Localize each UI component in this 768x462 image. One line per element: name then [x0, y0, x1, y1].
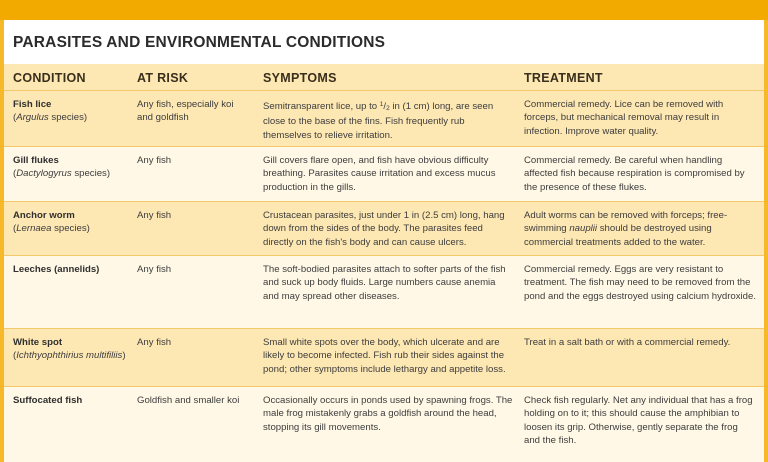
symptoms-cell: The soft-bodied parasites attach to softer parts of the fish and suck up body fluids. Large numbers cause anemia and may spread other diseases.	[263, 264, 506, 302]
column-header-condition: CONDITION	[13, 71, 86, 85]
at-risk-cell: Goldfish and smaller koi	[137, 395, 240, 406]
at-risk-cell: Any fish	[137, 155, 172, 166]
table-panel	[4, 20, 764, 461]
symptoms-cell: Gill covers flare open, and fish have obvious difficulty breathing. Parasites cause irritation and excess mucus production in the gills.	[263, 155, 496, 193]
treatment-cell: Treat in a salt bath or with a commercial remedy.	[524, 337, 731, 348]
condition-name: Suffocated fish	[13, 395, 83, 406]
symptoms-cell: Small white spots over the body, which ulcerate and are likely to become infected. Fish rub their sides against the pond; other symptoms include lethargy and appetite loss.	[263, 337, 506, 375]
symptoms-cell: Crustacean parasites, just under 1 in (2.5 cm) long, hang down from the sides of the body. The parasites feed directly on the fish's body and can cause ulcers.	[263, 210, 505, 248]
treatment-cell: Commercial remedy. Eggs are very resistant to treatment. The fish may need to be removed from the pond and the eggs destroyed using calcium hydroxide.	[524, 264, 756, 302]
treatment-cell: Commercial remedy. Lice can be removed with forceps, but mechanical removal may result in infection. Improve water quality.	[524, 99, 724, 137]
condition-name: Anchor worm	[13, 210, 75, 221]
at-risk-cell: Any fish, especially koi and goldfish	[137, 99, 234, 124]
column-header-treatment: TREATMENT	[524, 71, 603, 85]
column-header-symptoms: SYMPTOMS	[263, 71, 337, 85]
condition-cell	[13, 394, 131, 407]
column-header-at-risk: AT RISK	[137, 71, 189, 85]
treatment-cell: Commercial remedy. Be careful when handling affected fish because respiration is compromised by the presence of these flukes.	[524, 155, 745, 193]
condition-scientific-name: (Ichthyophthirius multifiliis)	[13, 350, 126, 362]
condition-cell	[13, 263, 131, 276]
table-row	[4, 386, 764, 462]
at-risk-cell: Any fish	[137, 264, 172, 275]
top-color-band	[0, 0, 768, 20]
condition-cell	[13, 209, 131, 236]
symptoms-cell: Occasionally occurs in ponds used by spawning frogs. The male frog mistakenly grabs a goldfish around the head, stopping its gill movements.	[263, 395, 513, 433]
table-row	[4, 255, 764, 329]
title-area	[4, 20, 764, 64]
condition-cell	[13, 98, 131, 125]
table-row	[4, 201, 764, 256]
table-row	[4, 90, 764, 147]
condition-name: Fish lice	[13, 99, 52, 110]
condition-scientific-name: (Dactylogyrus species)	[13, 168, 111, 180]
condition-name: Gill flukes	[13, 155, 59, 166]
condition-name: Leeches (annelids)	[13, 264, 100, 275]
at-risk-cell: Any fish	[137, 210, 172, 221]
table-header-row	[4, 64, 764, 90]
table-title: PARASITES AND ENVIRONMENTAL CONDITIONS	[13, 34, 386, 51]
treatment-cell: Check fish regularly. Net any individual that has a frog holding on to it; this should cause the amphibian to loosen its grip. Otherwise, gently separate the frog and the fish.	[524, 395, 753, 447]
symptoms-cell: Semitransparent lice, up to $^1$/2 in (1 cm) long, are seen close to the base of the fins. Fish frequently rub themselves to relieve irritation.	[263, 101, 494, 141]
treatment-cell: Adult worms can be removed with forceps; free-swimming nauplii should be destroyed using commercial treatments added to the water.	[524, 210, 728, 248]
condition-cell	[13, 336, 131, 363]
condition-cell	[13, 154, 131, 181]
condition-scientific-name: (Lernaea species)	[13, 223, 90, 235]
condition-scientific-name: (Argulus species)	[13, 112, 88, 124]
at-risk-cell: Any fish	[137, 337, 172, 348]
condition-name: White spot	[13, 337, 63, 348]
table-row	[4, 146, 764, 202]
table-row	[4, 328, 764, 387]
